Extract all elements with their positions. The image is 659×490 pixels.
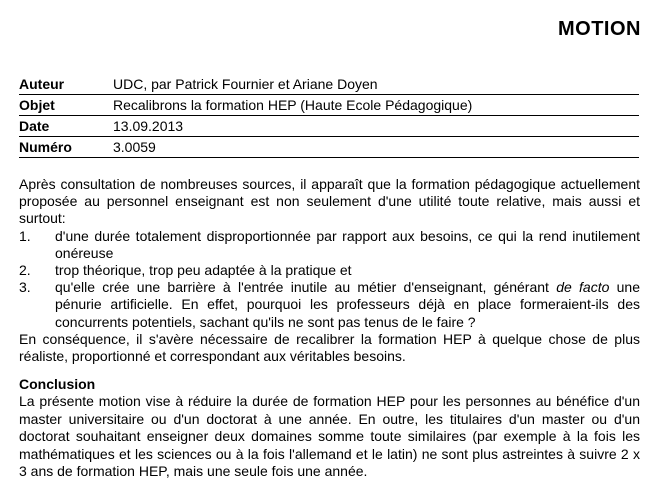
meta-row-number — [19, 137, 639, 157]
list-item-text-after: une pénurie artificielle. En effet, pourquoi les professeurs déjà en place formeraient-ils des concurrents potentiels, sachant qu'ils ne sont pas tenus de le faire ? — [55, 279, 640, 330]
document-title: MOTION — [558, 18, 641, 40]
meta-label-subject: Objet — [19, 97, 55, 113]
meta-label-number: Numéro — [19, 139, 72, 155]
conclusion-section — [19, 376, 640, 480]
meta-label-author: Auteur — [19, 76, 65, 92]
consequence-paragraph: En conséquence, il s'avère nécessaire de recalibrer la formation HEP à quelque chose de plus réaliste, proportionné et correspondant aux véritables besoins. — [19, 330, 640, 365]
meta-row-subject — [19, 95, 639, 115]
list-item-text-italic: de facto — [556, 279, 610, 296]
meta-row-author — [19, 74, 639, 94]
conclusion-paragraph: La présente motion vise à réduire la durée de formation HEP pour les personnes au bénéfice d'un master universitaire ou d'un doctorat à une année. En outre, les titulaires d'un master ou d'un doctorat souhaitant enseigner deux domaines somme toute similaires (par exemple à la fois les mathématiques et les sciences ou à la fois l'allemand et le latin) ne sont plus astreintes à suivre 2 x 3 ans de formation HEP, mais une seule fois une année. — [19, 393, 640, 480]
metadata-block — [19, 74, 639, 158]
list-item — [19, 262, 640, 279]
meta-row-date — [19, 116, 639, 136]
list-item-text: d'une durée totalement disproportionnée par rapport aux besoins, ce qui la rend inutilement onéreuse — [55, 227, 640, 261]
meta-value-author: UDC, par Patrick Fournier et Ariane Doyen — [113, 76, 378, 92]
list-number: 3. — [19, 279, 31, 296]
motion-body — [19, 176, 640, 365]
conclusion-heading: Conclusion — [19, 376, 96, 392]
list-item — [19, 228, 640, 262]
list-item-text-before: qu'elle crée une barrière à l'entrée inutile au métier d'enseignant, générant — [55, 279, 557, 296]
list-item — [19, 279, 640, 331]
meta-value-subject: Recalibrons la formation HEP (Haute Ecole Pédagogique) — [113, 97, 473, 113]
intro-paragraph: Après consultation de nombreuses sources, il apparaît que la formation pédagogique actuellement proposée au personnel enseignant est non seulement d'une utilité toute relative, mais aussi et surtout: — [19, 176, 640, 227]
list-number: 2. — [19, 262, 31, 279]
meta-divider — [19, 157, 639, 158]
list-item-text: trop théorique, trop peu adaptée à la pratique et — [55, 262, 352, 279]
list-item-text — [55, 279, 640, 329]
list-number: 1. — [19, 227, 31, 244]
meta-value-number: 3.0059 — [113, 139, 156, 155]
meta-label-date: Date — [19, 118, 50, 134]
meta-value-date: 13.09.2013 — [113, 118, 184, 134]
reasons-list — [19, 228, 640, 331]
